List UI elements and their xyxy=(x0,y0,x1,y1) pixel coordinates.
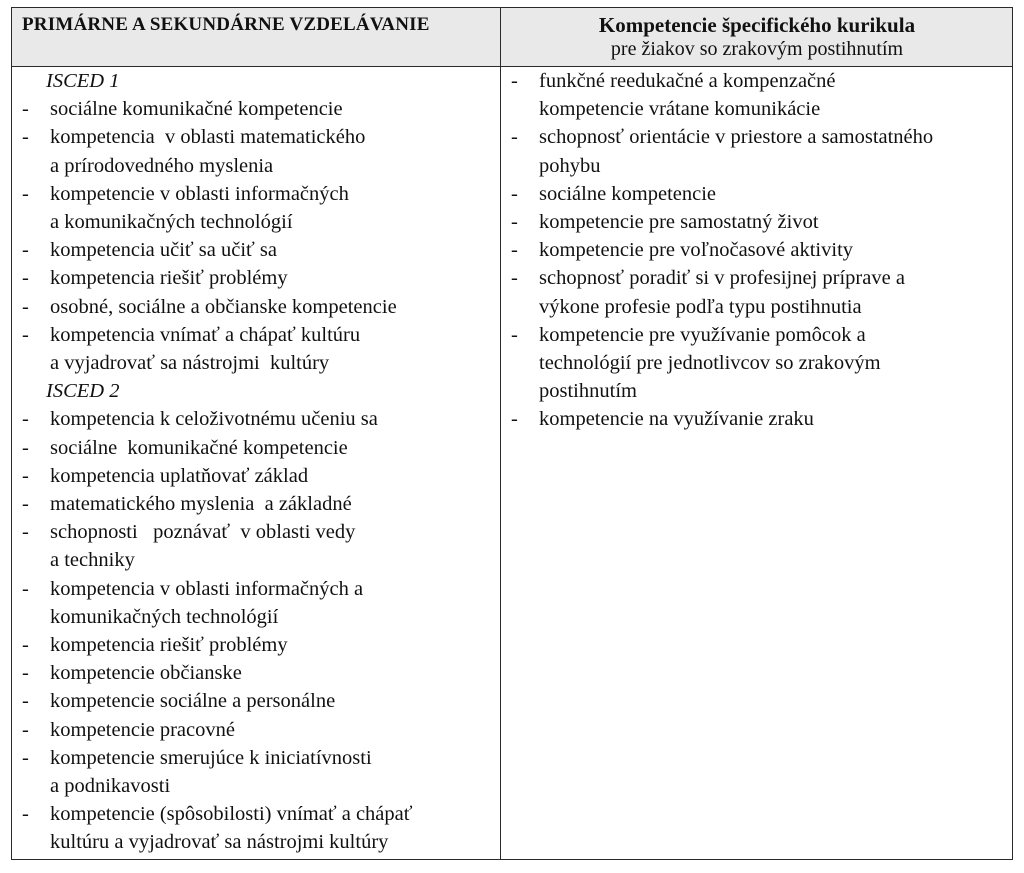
list-item xyxy=(511,123,1011,179)
list-item xyxy=(511,405,1011,433)
specific-curriculum-list xyxy=(511,67,1011,434)
list-item-text: kompetencia riešiť problémy xyxy=(50,267,288,290)
list-item-text: kompetencie smerujúce k iniciatívnosti xyxy=(50,746,372,769)
header-right-title: Kompetencie špecifického kurikula xyxy=(598,13,916,37)
list-item xyxy=(22,264,492,292)
bullet-dash: - xyxy=(22,718,29,741)
list-item xyxy=(22,744,492,800)
list-item-text: pohybu xyxy=(539,154,601,177)
bullet-dash: - xyxy=(22,436,29,459)
list-item xyxy=(22,293,492,321)
bullet-dash: - xyxy=(22,521,29,544)
list-item-text: technológií pre jednotlivcov so zrakovým xyxy=(539,352,881,375)
list-item-text: matematického myslenia a základné xyxy=(50,493,352,516)
bullet-dash: - xyxy=(22,577,29,600)
list-item-text: kompetencie v oblasti informačných xyxy=(50,182,349,205)
list-item-text: a vyjadrovať sa nástrojmi kultúry xyxy=(50,352,330,375)
list-item xyxy=(22,800,492,856)
list-item-text: a techniky xyxy=(50,549,135,572)
bullet-dash: - xyxy=(511,323,518,346)
bullet-dash: - xyxy=(22,239,29,262)
list-item-text: kompetencia v oblasti matematického xyxy=(50,126,366,149)
list-item xyxy=(22,518,492,574)
list-item-text: a podnikavosti xyxy=(50,775,171,798)
list-item-text: a komunikačných technológií xyxy=(50,211,293,234)
list-item xyxy=(22,716,492,744)
list-item-text: postihnutím xyxy=(539,380,637,403)
list-item-text: kompetencie pracovné xyxy=(50,718,235,741)
list-item-text: funkčné reedukačné a kompenzačné xyxy=(539,70,836,92)
bullet-dash: - xyxy=(22,690,29,713)
list-item-text: kompetencia vnímať a chápať kultúru xyxy=(50,323,361,346)
list-item-text: kompetencia uplatňovať základ xyxy=(50,464,309,487)
header-left-title: PRIMÁRNE A SEKUNDÁRNE VZDELÁVANIE xyxy=(22,14,430,35)
list-item xyxy=(511,180,1011,208)
list-item xyxy=(22,180,492,236)
bullet-dash: - xyxy=(22,746,29,769)
list-item xyxy=(511,264,1011,320)
bullet-dash: - xyxy=(22,803,29,826)
list-item-text: kultúru a vyjadrovať sa nástrojmi kultúry xyxy=(50,831,389,854)
list-item-text: kompetencie pre využívanie pomôcok a xyxy=(539,323,866,346)
list-item-text: osobné, sociálne a občianske kompetencie xyxy=(50,295,397,318)
list-item-text: výkone profesie podľa typu postihnutia xyxy=(539,295,862,318)
list-item-text: kompetencia učiť sa učiť sa xyxy=(50,239,277,262)
list-item-text: sociálne komunikačné kompetencie xyxy=(50,436,348,459)
list-item xyxy=(22,405,492,433)
list-item xyxy=(511,236,1011,264)
list-item xyxy=(22,659,492,687)
bullet-dash: - xyxy=(22,662,29,685)
list-item xyxy=(22,434,492,462)
list-item-text: kompetencie pre samostatný život xyxy=(539,211,819,234)
left-column xyxy=(22,67,492,857)
list-item-text: schopnosť orientácie v priestore a samostatného xyxy=(539,126,934,149)
bullet-dash: - xyxy=(511,408,518,431)
list-item-text: schopnosti poznávať v oblasti vedy xyxy=(50,521,356,544)
list-item-text: sociálne kompetencie xyxy=(539,182,717,205)
competence-table xyxy=(11,7,1013,860)
isced2-list xyxy=(22,405,492,856)
bullet-dash: - xyxy=(511,267,518,290)
bullet-dash: - xyxy=(511,126,518,149)
list-item-text: kompetencie na využívanie zraku xyxy=(539,408,814,431)
bullet-dash: - xyxy=(511,239,518,262)
bullet-dash: - xyxy=(511,211,518,234)
bullet-dash: - xyxy=(22,126,29,149)
right-column xyxy=(511,67,1011,434)
list-item-text: a prírodovedného myslenia xyxy=(50,154,274,177)
isced1-label: ISCED 1 xyxy=(46,70,120,92)
bullet-dash: - xyxy=(22,295,29,318)
header-right-subtitle: pre žiakov so zrakovým postihnutím xyxy=(610,38,904,60)
bullet-dash: - xyxy=(22,323,29,346)
list-item xyxy=(22,490,492,518)
list-item xyxy=(511,67,1011,123)
list-item-text: kompetencia k celoživotnému učeniu sa xyxy=(50,408,378,431)
bullet-dash: - xyxy=(22,408,29,431)
list-item xyxy=(22,321,492,377)
list-item xyxy=(22,687,492,715)
list-item xyxy=(22,236,492,264)
isced1-list xyxy=(22,95,492,377)
list-item-text: kompetencie vrátane komunikácie xyxy=(539,98,821,121)
bullet-dash: - xyxy=(22,634,29,657)
list-item-text: sociálne komunikačné kompetencie xyxy=(50,98,343,121)
list-item-text: kompetencia v oblasti informačných a xyxy=(50,577,364,600)
list-item-text: kompetencia riešiť problémy xyxy=(50,634,288,657)
column-divider xyxy=(500,8,501,859)
list-item xyxy=(22,575,492,631)
bullet-dash: - xyxy=(511,70,518,92)
list-item xyxy=(22,631,492,659)
bullet-dash: - xyxy=(22,182,29,205)
list-item-text: kompetencie pre voľnočasové aktivity xyxy=(539,239,854,262)
table-header xyxy=(12,8,1012,67)
list-item xyxy=(22,123,492,179)
list-item-text: kompetencie občianske xyxy=(50,662,242,685)
isced2-label: ISCED 2 xyxy=(46,380,120,403)
list-item xyxy=(22,462,492,490)
list-item-text: kompetencie (spôsobilosti) vnímať a chápať xyxy=(50,803,413,826)
bullet-dash: - xyxy=(22,98,29,121)
list-item-text: schopnosť poradiť si v profesijnej príprave a xyxy=(539,267,905,290)
bullet-dash: - xyxy=(22,464,29,487)
list-item xyxy=(511,321,1011,406)
list-item-text: komunikačných technológií xyxy=(50,605,279,628)
list-item-text: kompetencie sociálne a personálne xyxy=(50,690,336,713)
header-right-cell xyxy=(502,12,1012,63)
list-item xyxy=(22,95,492,123)
bullet-dash: - xyxy=(22,267,29,290)
bullet-dash: - xyxy=(22,493,29,516)
list-item xyxy=(511,208,1011,236)
bullet-dash: - xyxy=(511,182,518,205)
